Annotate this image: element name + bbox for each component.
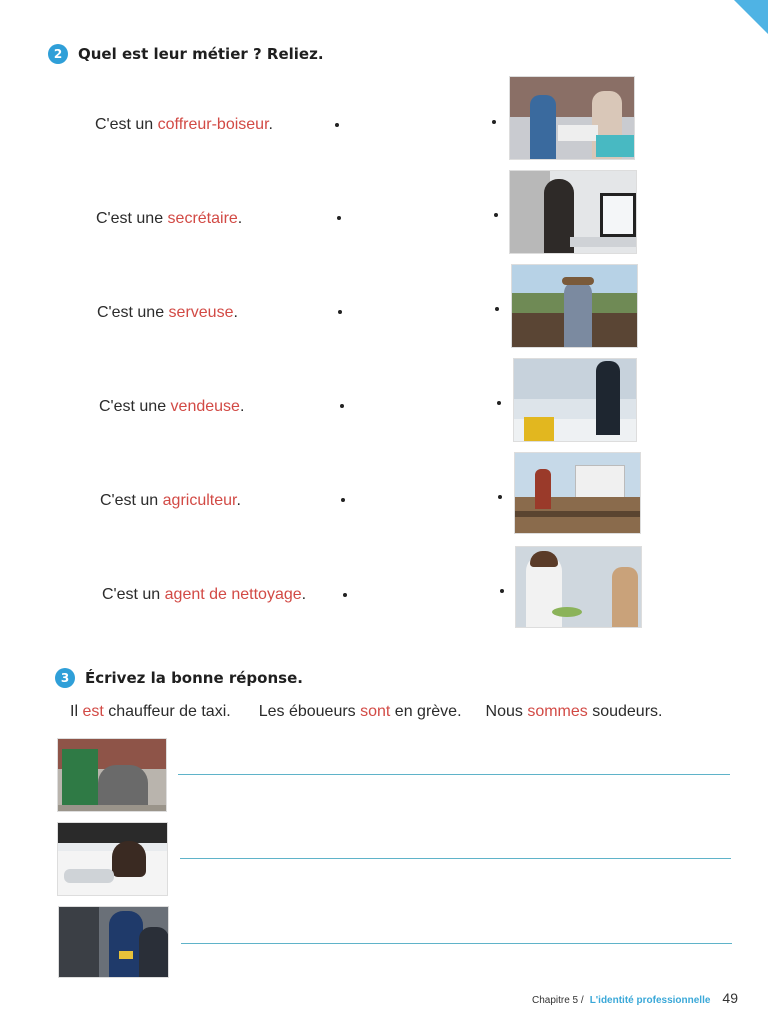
sample-answer-3: Nous sommes soudeurs. [485, 703, 663, 720]
answer-line-1[interactable] [178, 774, 730, 775]
footer-chapter: Chapitre 5 / [531, 995, 584, 1006]
sentence-1: C'est un coffreur-boiseur. [95, 116, 273, 133]
left-link-dot-3[interactable] [338, 310, 342, 314]
sentence-2: C'est une secrétaire. [96, 210, 243, 227]
exercise-2-title [48, 44, 324, 64]
answer-line-2[interactable] [180, 858, 731, 859]
sample-answer-1: Il est chauffeur de taxi. [70, 703, 231, 720]
left-link-dot-2[interactable] [337, 216, 341, 220]
waitress-photo [515, 546, 642, 628]
left-link-dot-6[interactable] [343, 593, 347, 597]
left-link-dot-5[interactable] [341, 498, 345, 502]
footer-topic: L'identité professionnelle [589, 995, 711, 1006]
sentence-6: C'est un agent de nettoyage. [102, 586, 307, 603]
garbage-bins-photo [57, 738, 167, 812]
right-link-dot-3[interactable] [495, 307, 499, 311]
sentence-3: C'est une serveuse. [97, 304, 238, 321]
page-corner-decoration [734, 0, 768, 34]
sample-answers [70, 703, 730, 721]
exercise-2-number: 2 [48, 44, 68, 64]
sentence-4: C'est une vendeuse. [99, 398, 245, 415]
right-link-dot-6[interactable] [500, 589, 504, 593]
shop-sale-photo [509, 76, 635, 160]
left-link-dot-1[interactable] [335, 123, 339, 127]
sample-answer-2: Les éboueurs sont en grève. [258, 703, 462, 720]
office-worker-photo [509, 170, 637, 254]
exercise-3-number: 3 [55, 668, 75, 688]
left-link-dot-4[interactable] [340, 404, 344, 408]
exercise-3-title [55, 668, 303, 688]
construction-photo [514, 452, 641, 534]
cleaner-photo [513, 358, 637, 442]
farmer-photo [511, 264, 638, 348]
welders-photo [58, 906, 169, 978]
answer-line-3[interactable] [181, 943, 732, 944]
right-link-dot-5[interactable] [498, 495, 502, 499]
right-link-dot-2[interactable] [494, 213, 498, 217]
exercise-3-instruction: Écrivez la bonne réponse. [85, 669, 303, 687]
exercise-2-instruction: Quel est leur métier ? Reliez. [78, 45, 324, 63]
right-link-dot-1[interactable] [492, 120, 496, 124]
sentence-5: C'est un agriculteur. [100, 492, 241, 509]
taxi-driver-photo [57, 822, 168, 896]
page-number: 49 [722, 990, 738, 1006]
right-link-dot-4[interactable] [497, 401, 501, 405]
page-footer [532, 990, 738, 1006]
